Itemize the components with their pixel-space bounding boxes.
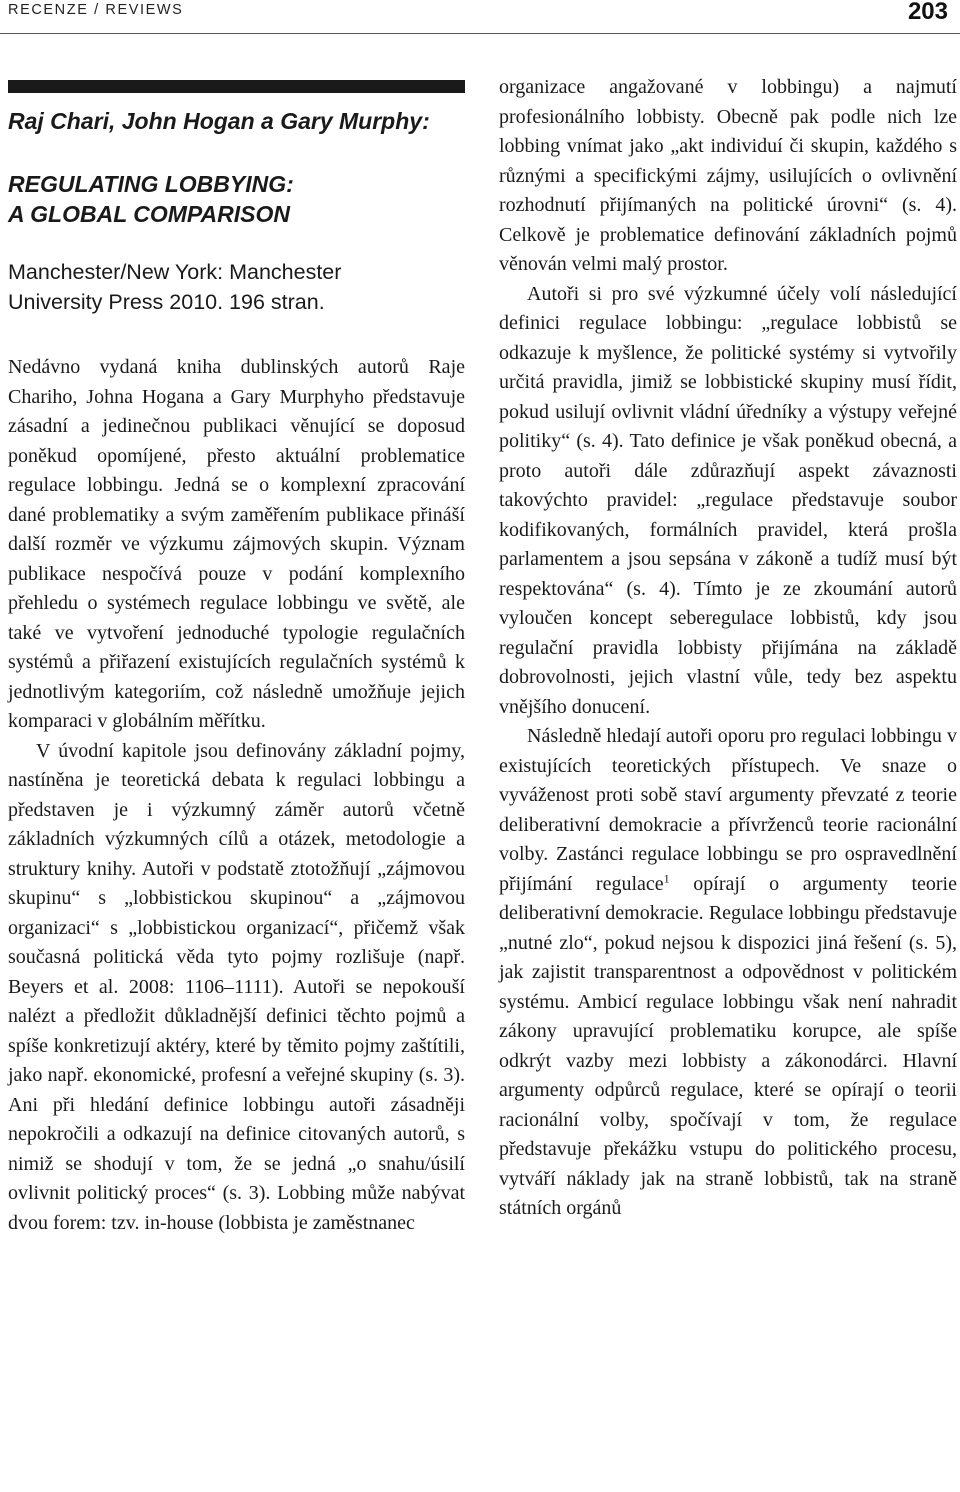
right-body-text: [499, 73, 957, 1224]
page-number: 203: [907, 0, 948, 25]
running-head: RECENZE / REVIEWS: [8, 2, 184, 18]
paragraph-text: Následně hledají autoři oporu pro regulaci lobbingu v existujících teoretických přístupech. Ve snaze o vyváženost proti sobě staví argumenty převzaté z teorie deliberativní demokracie a přívrženců teorie racionální volby. Zastánci regulace lobbingu se pro ospravedlnění přijímání regulace: [499, 725, 957, 895]
publisher-line-2: University Press 2010. 196 stran.: [8, 290, 325, 314]
book-title-line-1: REGULATING LOBBYING:: [8, 171, 294, 197]
right-column: [499, 73, 957, 1224]
publication-info: [8, 257, 465, 317]
book-title-line-2: A GLOBAL COMPARISON: [8, 201, 290, 227]
publisher-line-1: Manchester/New York: Manchester: [8, 260, 342, 284]
header-rule: [0, 33, 960, 34]
book-title: [8, 169, 465, 229]
left-body-text: [8, 353, 465, 1238]
paragraph: organizace angažované v lobbingu) a najmutí profesionálního lobbisty. Obecně pak podle nich lze lobbing vnímat jako „akt individuí či skupin, každého s různými a specifickými zájmy, usilujících o ovlivnění rozhodnutí přijímaných na politické úrovni“ (s. 4). Celkově je problematice definování základních pojmů věnován velmi malý prostor.: [499, 76, 957, 275]
footnote-marker[interactable]: 1: [663, 870, 670, 885]
title-bar-decoration: [8, 80, 465, 93]
paragraph: Nedávno vydaná kniha dublinských autorů Raje Chariho, Johna Hogana a Gary Murphyho představuje zásadní a jedinečnou publikaci věnující se doposud poněkud opomíjené, přesto aktuální problematice regulace lobbingu. Jedná se o komplexní zpracování dané problematiky a svým zaměřením publikace přináší další rozměr ve výzkumu zájmových skupin. Význam publikace nespočívá pouze v podání komplexního přehledu o systémech regulace lobbingu ve světě, ale také ve vytvoření jednoduché typologie regulačních systémů a přiřazení existujících regulačních systémů k jednotlivým kategoriím, což následně umožňuje jejich komparaci v globálním měřítku.: [8, 356, 465, 732]
left-column: [8, 98, 465, 1238]
paragraph: Autoři si pro své výzkumné účely volí následující definici regulace lobbingu: „regulace lobbistů se odkazuje k myšlence, že politické systémy si vytvořily určitá pravidla, jimiž se lobbistické skupiny musí řídit, pokud usilují ovlivnit vládní úředníky a výstupy veřejné politiky“ (s. 4). Tato definice je však poněkud obecná, a proto autoři dále zdůrazňují aspekt závaznosti takovýchto pravidel: „regulace představuje soubor kodifikovaných, formálních pravidel, která prošla parlamentem a jsou sepsána v zákoně a tudíž musí být respektována“ (s. 4). Tímto je ze zkoumání autorů vyloučen koncept seberegulace lobbistů, kdy jsou regulační pravidla lobbisty přijímána na základě dobrovolnosti, jejich vlastní vůle, tedy bez aspektu vnějšího donucení.: [499, 282, 957, 718]
paragraph: [499, 722, 957, 1224]
paragraph-text: opírají o argumenty teorie deliberativní demokracie. Regulace lobbingu představuje „nutné zlo“, pokud nejsou k dispozici jiná řešení (s. 5), jak zajistit transparentnost a odpovědnost v politickém systému. Ambicí regulace lobbingu však není nahradit zákony upravující problematiku korupce, ale spíše odkrýt vazby mezi lobbisty a zákonodárci. Hlavní argumenty odpůrců regulace, které se opírají o teorii racionální volby, spočívají v tom, že regulace představuje překážku vstupu do politického procesu, vytváří náklady jak na straně lobbistů, tak na straně státních orgánů: [499, 872, 957, 1219]
page-header: [0, 0, 960, 40]
book-authors: Raj Chari, John Hogan a Gary Murphy:: [8, 108, 430, 134]
paragraph: V úvodní kapitole jsou definovány základní pojmy, nastíněna je teoretická debata k regulaci lobbingu a představen je i výzkumný záměr autorů včetně základních výzkumných cílů a otázek, metodologie a struktury knihy. Autoři v podstatě ztotožňují „zájmovou skupinu“ s „lobbistickou skupinou“ a „zájmovou organizaci“ s „lobbistickou organizací“, přičemž však současná politická věda tyto pojmy rozlišuje (např. Beyers et al. 2008: 1106–1111). Autoři se nepokouší nalézt a předložit důkladnější definici těchto pojmů a spíše konkretizují aktéry, které by těmito pojmy zaštítili, jako např. ekonomické, profesní a veřejné skupiny (s. 3). Ani při hledání definice lobbingu autoři zásadněji nepokročili a odkazují na definice citovaných autorů, s nimiž se shodují v tom, že se jedná „o snahu/úsilí ovlivnit politický proces“ (s. 3). Lobbing může nabývat dvou forem: tzv. in-house (lobbista je zaměstnanec: [8, 739, 465, 1234]
